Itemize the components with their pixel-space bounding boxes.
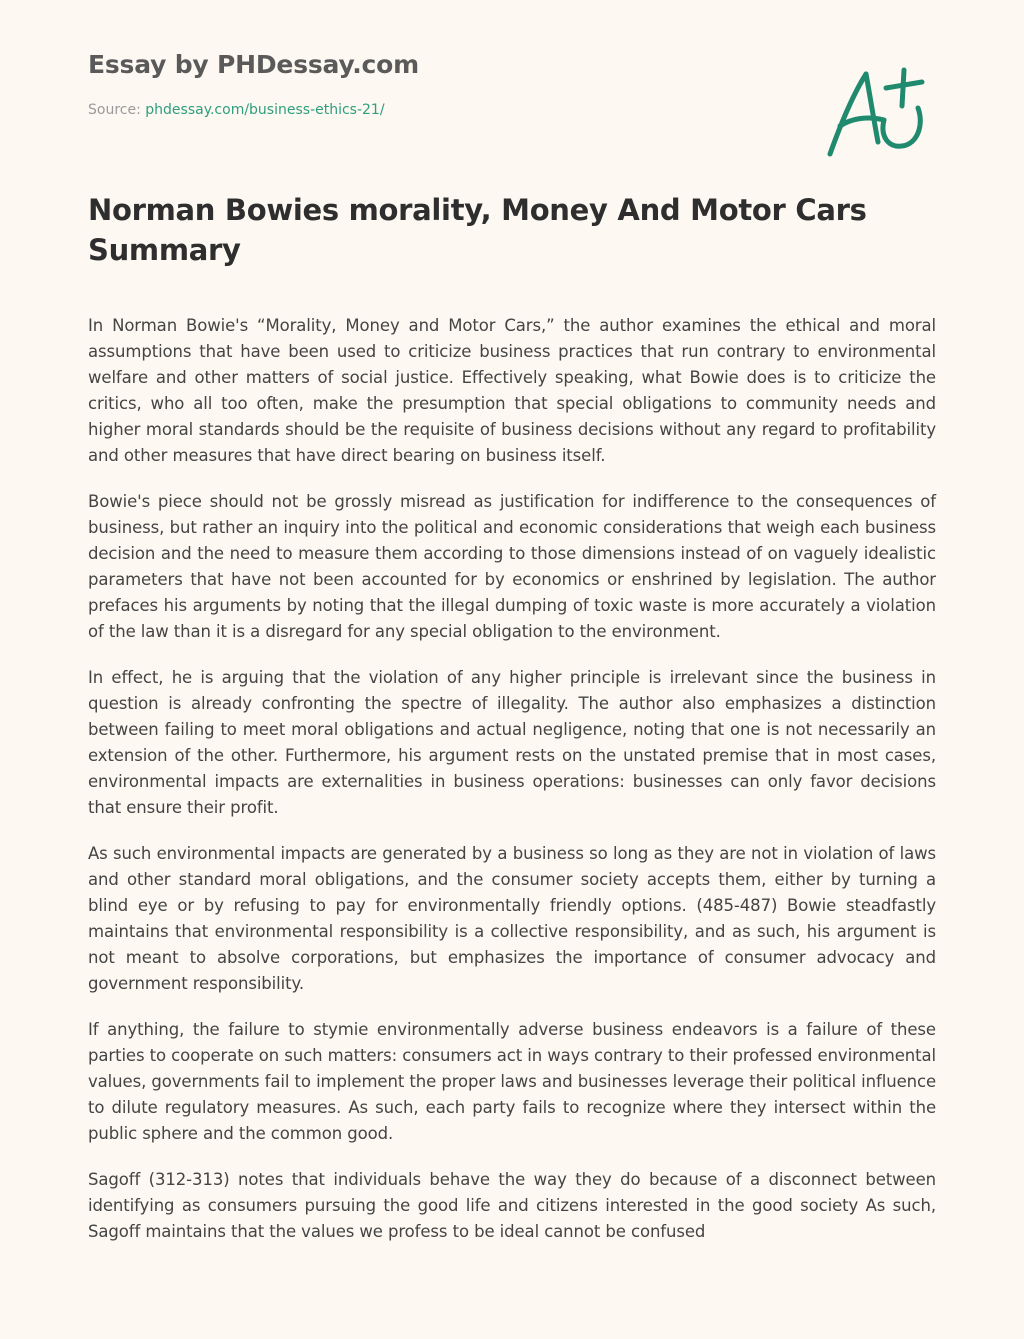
- essay-body: [88, 313, 936, 1265]
- essay-paragraph: If anything, the failure to stymie environmentally adverse business endeavors is a failure of these parties to cooperate on such matters: consumers act in ways contrary to their professed environmental values, governments fail to implement the proper laws and businesses leverage their political influence to dilute regulatory measures. As such, each party fails to recognize where they intersect within the public sphere and the common good.: [88, 1020, 936, 1143]
- essay-paragraph: Sagoff (312-313) notes that individuals behave the way they do because of a disconnect between identifying as consumers pursuing the good life and citizens interested in the good society As such, Sagoff maintains that the values we profess to be ideal cannot be confused: [88, 1170, 936, 1241]
- site-title: Essay by PHDessay.com: [88, 50, 419, 79]
- a-plus-logo-icon: [818, 66, 930, 160]
- essay-paragraph: Bowie's piece should not be grossly misread as justification for indifference to the consequences of business, but rather an inquiry into the political and economic considerations that weigh each business decision and the need to measure them according to those dimensions instead of on vaguely idealistic parameters that have not been accounted for by economics or enshrined by legislation. The author prefaces his arguments by noting that the illegal dumping of toxic waste is more accurately a violation of the law than it is a disregard for any special obligation to the environment.: [88, 492, 936, 641]
- essay-paragraph: As such environmental impacts are generated by a business so long as they are not in violation of laws and other standard moral obligations, and the consumer society accepts them, either by turning a blind eye or by refusing to pay for environmentally friendly options. (485-487) Bowie steadfastly maintains that environmental responsibility is a collective responsibility, and as such, his argument is not meant to absolve corporations, but emphasizes the importance of consumer advocacy and government responsibility.: [88, 844, 936, 993]
- essay-paragraph: In Norman Bowie's “Morality, Money and Motor Cars,” the author examines the ethical and moral assumptions that have been used to criticize business practices that run contrary to environmental welfare and other matters of social justice. Effectively speaking, what Bowie does is to criticize the critics, who all too often, make the presumption that special obligations to community needs and higher moral standards should be the requisite of business decisions without any regard to profitability and other measures that have direct bearing on business itself.: [88, 316, 936, 465]
- source-link[interactable]: phdessay.com/business-ethics-21/: [145, 102, 385, 118]
- source-label: Source:: [88, 102, 146, 118]
- essay-paragraph: In effect, he is arguing that the violation of any higher principle is irrelevant since the business in question is already confronting the spectre of illegality. The author also emphasizes a distinction between failing to meet moral obligations and actual negligence, noting that one is not necessarily an extension of the other. Furthermore, his argument rests on the unstated premise that in most cases, environmental impacts are externalities in business operations: businesses can only favor decisions that ensure their profit.: [88, 668, 936, 817]
- source-line: [88, 102, 385, 118]
- essay-title: Norman Bowies morality, Money And Motor Cars Summary: [88, 193, 867, 267]
